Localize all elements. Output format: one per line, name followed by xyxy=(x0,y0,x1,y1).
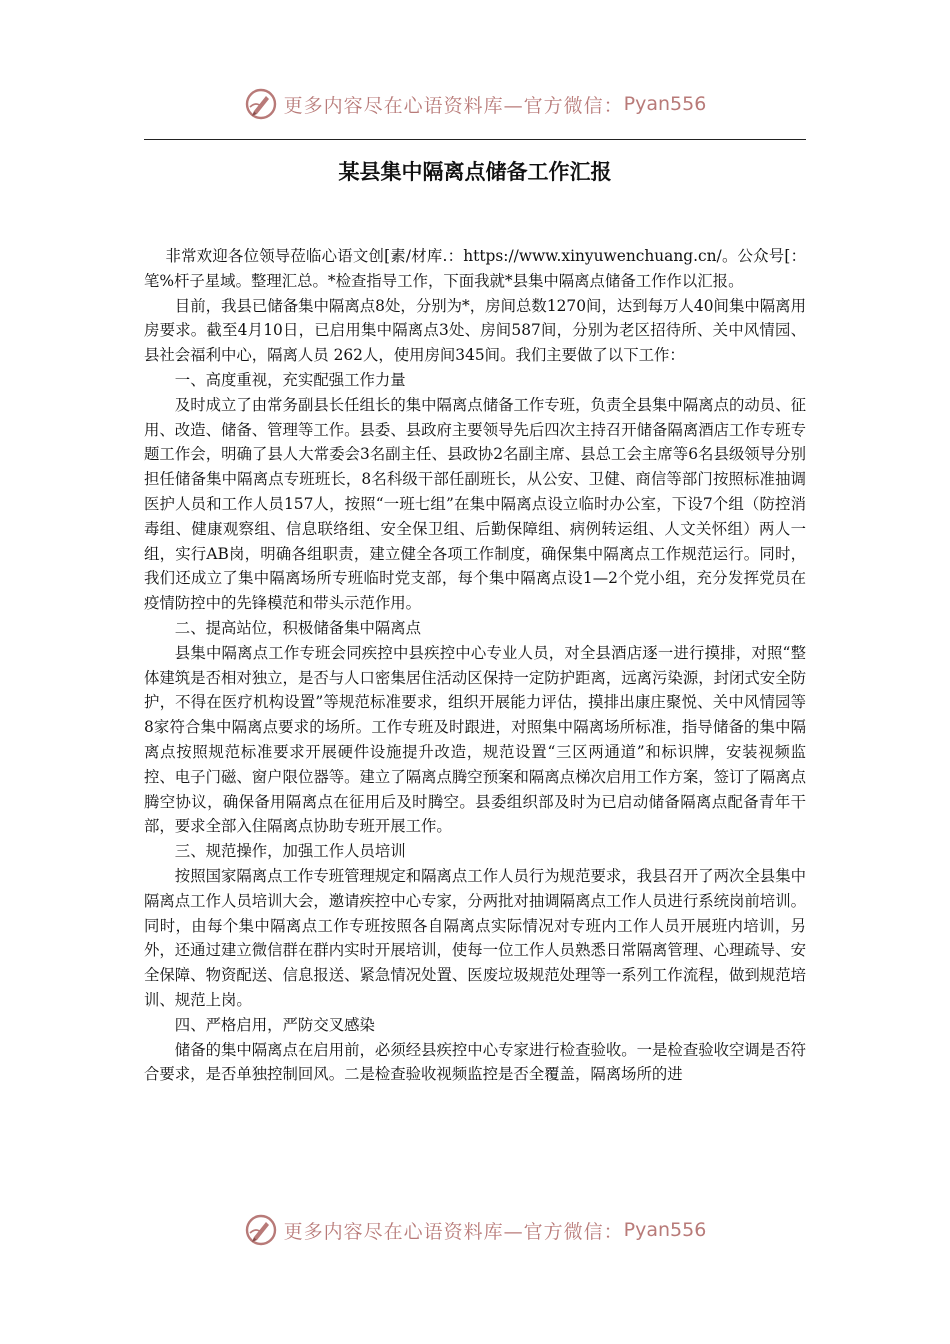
section-heading: 四、严格启用，严防交叉感染 xyxy=(174,1015,375,1034)
section-heading: 三、规范操作，加强工作人员培训 xyxy=(174,842,406,861)
banner-brand-text: 更多内容尽在心语资料库—官方微信： xyxy=(283,94,624,117)
banner-brand-text: 更多内容尽在心语资料库—官方微信： xyxy=(283,1220,624,1243)
pen-logo-icon xyxy=(244,87,278,121)
header-divider xyxy=(144,139,806,140)
body-paragraph: 按照国家隔离点工作专班管理规定和隔离点工作人员行为规范要求，我县召开了两次全县集中隔离点工作人员培训大会，邀请疾控中心专家，分两批对抽调隔离点工作人员进行系统岗前培训。同时，由每个集中隔离点工作专班按照各自隔离点实际情况对专班内工作人员开展班内培训，另外，还通过建立微信群在群内实时开展培训，使每一位工作人员熟悉日常隔离管理、心理疏导、安全保障、物资配送、信息报送、紧急情况处置、医废垃圾规范处理等一系列工作流程，做到规范培训、规范上岗。 xyxy=(144,866,806,1009)
section-heading: 二、提高站位，积极储备集中隔离点 xyxy=(174,618,422,637)
body-paragraph: 县集中隔离点工作专班会同疾控中县疾控中心专业人员，对全县酒店逐一进行摸排，对照“整体建筑是否相对独立，是否与人口密集居住活动区保持一定防护距离，远离污染源，封闭式安全防护，不得在医疗机构设置”等规范标准要求，组织开展能力评估，摸排出康庄聚悦、关中风情园等8家符合集中隔离点要求的场所。工作专班及时跟进，对照集中隔离场所标准，指导储备的集中隔离点按照规范标准要求开展硬件设施提升改造，规范设置“三区两通道”和标识牌，安装视频监控、电子门磁、窗户限位器等。建立了隔离点腾空预案和隔离点梯次启用工作方案，签订了隔离点腾空协议，确保备用隔离点在征用后及时腾空。县委组织部及时为已启动储备隔离点配备青年干部，要求全部入住隔离点协助专班开展工作。 xyxy=(144,643,806,836)
footer-banner xyxy=(0,1210,950,1250)
body-paragraph: 目前，我县已储备集中隔离点8处，分别为*，房间总数1270间，达到每万人40间集中隔离用房要求。截至4月10日，已启用集中隔离点3处、房间587间，分别为老区招待所、关中风情园、县社会福利中心，隔离人员 262人，使用房间345间。我们主要做了以下工作： xyxy=(144,296,806,365)
header-banner xyxy=(0,84,950,124)
document-title: 某县集中隔离点储备工作汇报 xyxy=(338,160,612,184)
banner-wechat-id: Pyan556 xyxy=(623,1219,707,1241)
body-paragraph: 储备的集中隔离点在启用前，必须经县疾控中心专家进行检查验收。一是检查验收空调是否符合要求，是否单独控制回风。二是检查验收视频监控是否全覆盖，隔离场所的进 xyxy=(144,1040,806,1084)
intro-paragraph: 非常欢迎各位领导莅临心语文创[素/材库.：https://www.xinyuwenchuang.cn/。公众号[：笔%杆子星域。整理汇总。*检查指导工作，下面我就*县集中隔离点储备工作作以汇报。 xyxy=(144,247,806,290)
pen-logo-icon xyxy=(244,1213,278,1247)
body-paragraph: 及时成立了由常务副县长任组长的集中隔离点储备工作专班，负责全县集中隔离点的动员、征用、改造、储备、管理等工作。县委、县政府主要领导先后四次主持召开储备隔离酒店工作专班专题工作会，明确了县人大常委会3名副主任、县政协2名副主席、县总工会主席等6名县级领导分别担任储备集中隔离点专班班长，8名科级干部任副班长，从公安、卫健、商信等部门按照标准抽调医护人员和工作人员157人，按照“一班七组”在集中隔离点设立临时办公室，下设7个组（防控消毒组、健康观察组、信息联络组、安全保卫组、后勤保障组、病例转运组、人文关怀组）两人一组，实行AB岗，明确各组职责，建立健全各项工作制度，确保集中隔离点工作规范运行。同时，我们还成立了集中隔离场所专班临时党支部，每个集中隔离点设1—2个党小组，充分发挥党员在疫情防控中的先锋模范和带头示范作用。 xyxy=(144,395,806,613)
document-body xyxy=(144,244,806,1087)
section-heading: 一、高度重视，充实配强工作力量 xyxy=(174,370,406,389)
banner-wechat-id: Pyan556 xyxy=(623,93,707,115)
